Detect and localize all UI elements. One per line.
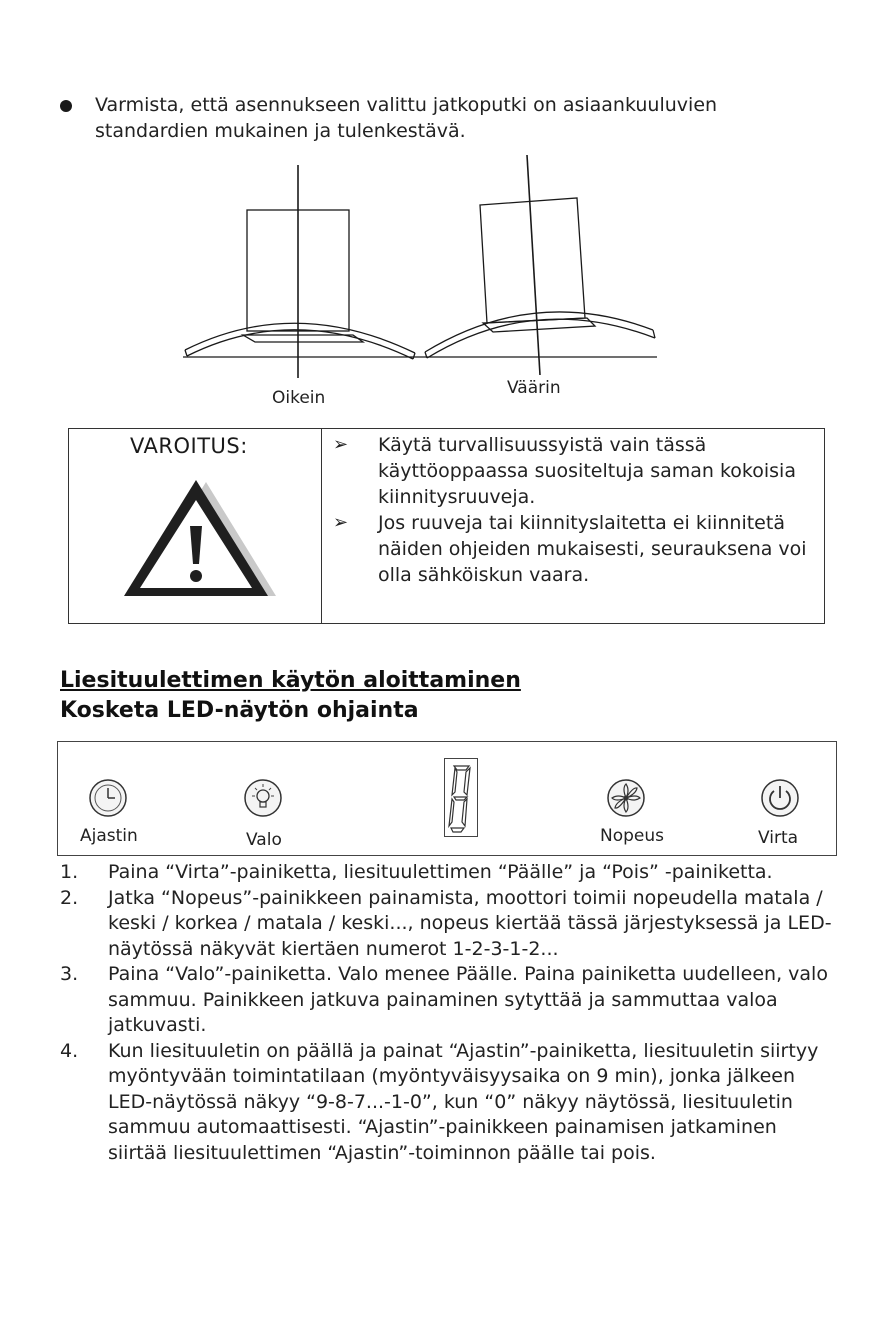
instruction-step: [60, 860, 835, 886]
bullet-text: Varmista, että asennukseen valittu jatkoputki on asiaankuuluvien standardien mukainen ja tulenkestävä.: [95, 94, 718, 142]
power-icon[interactable]: [760, 778, 800, 818]
warning-item: [333, 510, 818, 588]
warning-divider: [321, 428, 322, 624]
warning-title: VAROITUS:: [130, 434, 248, 458]
step-text: Jatka “Nopeus”-painikkeen painamista, moottori toimii nopeudella matala / keski / korkea / matala / keski..., nopeus kiertää tässä järjestyksessä ja LED-näytössä näkyvät kiertäen numerot 1-2-3-1-2...: [108, 886, 832, 960]
light-label: Valo: [246, 830, 282, 850]
warning-item-text: Käytä turvallisuussyistä vain tässä käyttöoppaassa suositeltuja saman kokoisia kiinnitysruuveja.: [378, 434, 796, 508]
speed-label: Nopeus: [600, 826, 664, 846]
warning-item-text: Jos ruuveja tai kiinnityslaitetta ei kiinnitetä näiden ohjeiden mukaisesti, seurauksena voi olla sähköiskun vaara.: [378, 512, 807, 586]
section-subheading: Kosketa LED-näytön ohjainta: [60, 698, 419, 723]
fan-icon[interactable]: [606, 778, 646, 818]
light-bulb-icon[interactable]: [243, 778, 283, 818]
instruction-step: [60, 1039, 835, 1167]
hood-wrong-drawing: [425, 155, 655, 375]
arrow-bullet-icon: ➢: [333, 434, 349, 455]
seven-segment-digit: [447, 762, 475, 834]
step-text: Kun liesituuletin on päällä ja painat “Ajastin”-painiketta, liesituuletin siirtyy myöntyvään toimintatilaan (myöntyväisyysaika on 9 min), jonka jälkeen LED-näytössä näkyy “9-8-7...-1-0”, kun “0” näkyy näytössä, liesituuletin sammuu automaattisesti. “Ajastin”-painikkeen painamisen jatkaminen siirtää liesituulettimen “Ajastin”-toiminnon päälle tai pois.: [108, 1039, 819, 1164]
step-number: 3.: [60, 963, 79, 985]
step-number: 1.: [60, 861, 79, 883]
warning-list: [333, 432, 818, 588]
instruction-step: [60, 886, 835, 963]
power-label: Virta: [758, 828, 799, 848]
step-text: Paina “Valo”-painiketta. Valo menee Päälle. Paina painiketta uudelleen, valo sammuu. Painikkeen jatkuva painaminen sytyttää ja sammuttaa valoa jatkuvasti.: [108, 963, 828, 1036]
arrow-bullet-icon: ➢: [333, 512, 349, 533]
step-text: Paina “Virta”-painiketta, liesituulettimen “Päälle” ja “Pois” -painiketta.: [108, 861, 773, 883]
instruction-step: [60, 962, 835, 1039]
timer-icon[interactable]: [88, 778, 128, 818]
warning-triangle-icon: [108, 478, 278, 600]
section-heading: Liesituulettimen käytön aloittaminen: [60, 668, 521, 693]
caption-correct: Oikein: [272, 388, 326, 408]
caption-wrong: Väärin: [507, 378, 561, 398]
step-number: 4.: [60, 1039, 79, 1062]
timer-label: Ajastin: [80, 826, 138, 846]
installation-diagram: [175, 150, 665, 380]
hood-correct-drawing: [185, 165, 415, 378]
warning-item: [333, 432, 818, 510]
bullet-icon: [60, 100, 72, 112]
step-number: 2.: [60, 886, 79, 909]
instruction-list: [60, 860, 835, 1166]
